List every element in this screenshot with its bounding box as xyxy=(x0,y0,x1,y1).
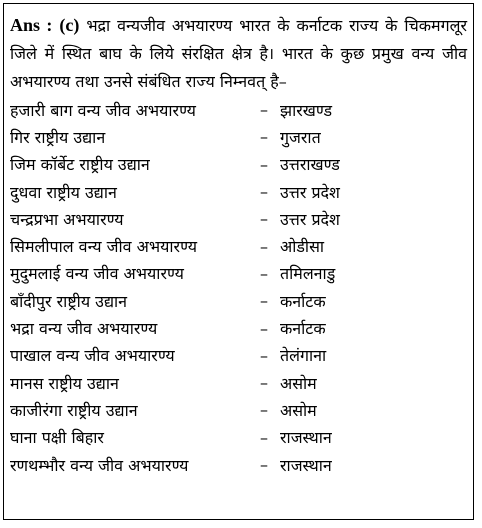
answer-label: Ans : xyxy=(10,15,53,35)
sanctuary-name: गिर राष्ट्रीय उद्यान xyxy=(10,127,106,147)
list-item xyxy=(10,205,467,232)
separator-dash: – xyxy=(260,127,268,147)
sanctuary-name: दुधवा राष्ट्रीय उद्यान xyxy=(10,182,117,202)
state-name: उत्तर प्रदेश xyxy=(280,182,340,202)
state-name: असोम xyxy=(280,400,317,420)
list-item xyxy=(10,151,467,178)
answer-text: भद्रा वन्यजीव अभयारण्य भारत के कर्नाटक राज्य के चिकमगलूर जिले में स्थित बाघ के लिये संरक्षित क्षेत्र है। भारत के कुछ प्रमुख वन्य जीव अभयारण्य तथा उनसे संबंधित राज्य निम्नवत् है– xyxy=(10,16,467,91)
sanctuary-name: घाना पक्षी बिहार xyxy=(10,428,104,448)
state-name: राजस्थान xyxy=(280,428,332,448)
state-name: कर्नाटक xyxy=(280,291,326,311)
state-name: ओडीसा xyxy=(280,237,325,257)
separator-dash: – xyxy=(260,318,268,338)
list-item xyxy=(10,260,467,287)
separator-dash: – xyxy=(260,209,268,229)
sanctuary-name: सिमलीपाल वन्य जीव अभयारण्य xyxy=(10,237,197,257)
state-name: कर्नाटक xyxy=(280,319,326,339)
separator-dash: – xyxy=(260,236,268,256)
separator-dash: – xyxy=(260,263,268,283)
sanctuary-list xyxy=(10,96,467,478)
state-name: असोम xyxy=(280,373,317,393)
list-item xyxy=(10,123,467,150)
sanctuary-name: बाँदीपुर राष्ट्रीय उद्यान xyxy=(10,291,128,311)
list-item xyxy=(10,451,467,478)
separator-dash: – xyxy=(260,400,268,420)
sanctuary-name: हजारी बाग वन्य जीव अभयारण्य xyxy=(10,100,196,120)
sanctuary-name: भद्रा वन्य जीव अभयारण्य xyxy=(10,319,158,339)
separator-dash: – xyxy=(260,100,268,120)
sanctuary-name: रणथम्भौर वन्य जीव अभयारण्य xyxy=(10,455,189,475)
state-name: उत्तराखण्ड xyxy=(280,155,340,175)
state-name: राजस्थान xyxy=(280,455,332,475)
list-item xyxy=(10,369,467,396)
list-item xyxy=(10,232,467,259)
sanctuary-name: मुदुमलाई वन्य जीव अभयारण्य xyxy=(10,264,184,284)
state-name: उत्तर प्रदेश xyxy=(280,209,340,229)
answer-option: (c) xyxy=(59,15,80,35)
separator-dash: – xyxy=(260,345,268,365)
list-item xyxy=(10,314,467,341)
separator-dash: – xyxy=(260,154,268,174)
answer-paragraph xyxy=(10,11,467,96)
answer-box xyxy=(3,3,474,520)
sanctuary-name: चन्द्रप्रभा अभयारण्य xyxy=(10,209,124,229)
separator-dash: – xyxy=(260,427,268,447)
list-item xyxy=(10,396,467,423)
state-name: गुजरात xyxy=(280,127,321,147)
sanctuary-name: मानस राष्ट्रीय उद्यान xyxy=(10,373,119,393)
sanctuary-name: पाखाल वन्य जीव अभयारण्य xyxy=(10,346,175,366)
separator-dash: – xyxy=(260,291,268,311)
state-name: झारखण्ड xyxy=(280,100,333,120)
separator-dash: – xyxy=(260,182,268,202)
separator-dash: – xyxy=(260,455,268,474)
list-item xyxy=(10,287,467,314)
list-item xyxy=(10,342,467,369)
sanctuary-name: काजीरंगा राष्ट्रीय उद्यान xyxy=(10,400,138,420)
list-item xyxy=(10,96,467,123)
state-name: तेलंगाना xyxy=(280,346,327,366)
list-item xyxy=(10,178,467,205)
state-name: तमिलनाडु xyxy=(280,264,336,284)
list-item xyxy=(10,424,467,451)
sanctuary-name: जिम कॉर्बेट राष्ट्रीय उद्यान xyxy=(10,155,150,175)
separator-dash: – xyxy=(260,373,268,393)
